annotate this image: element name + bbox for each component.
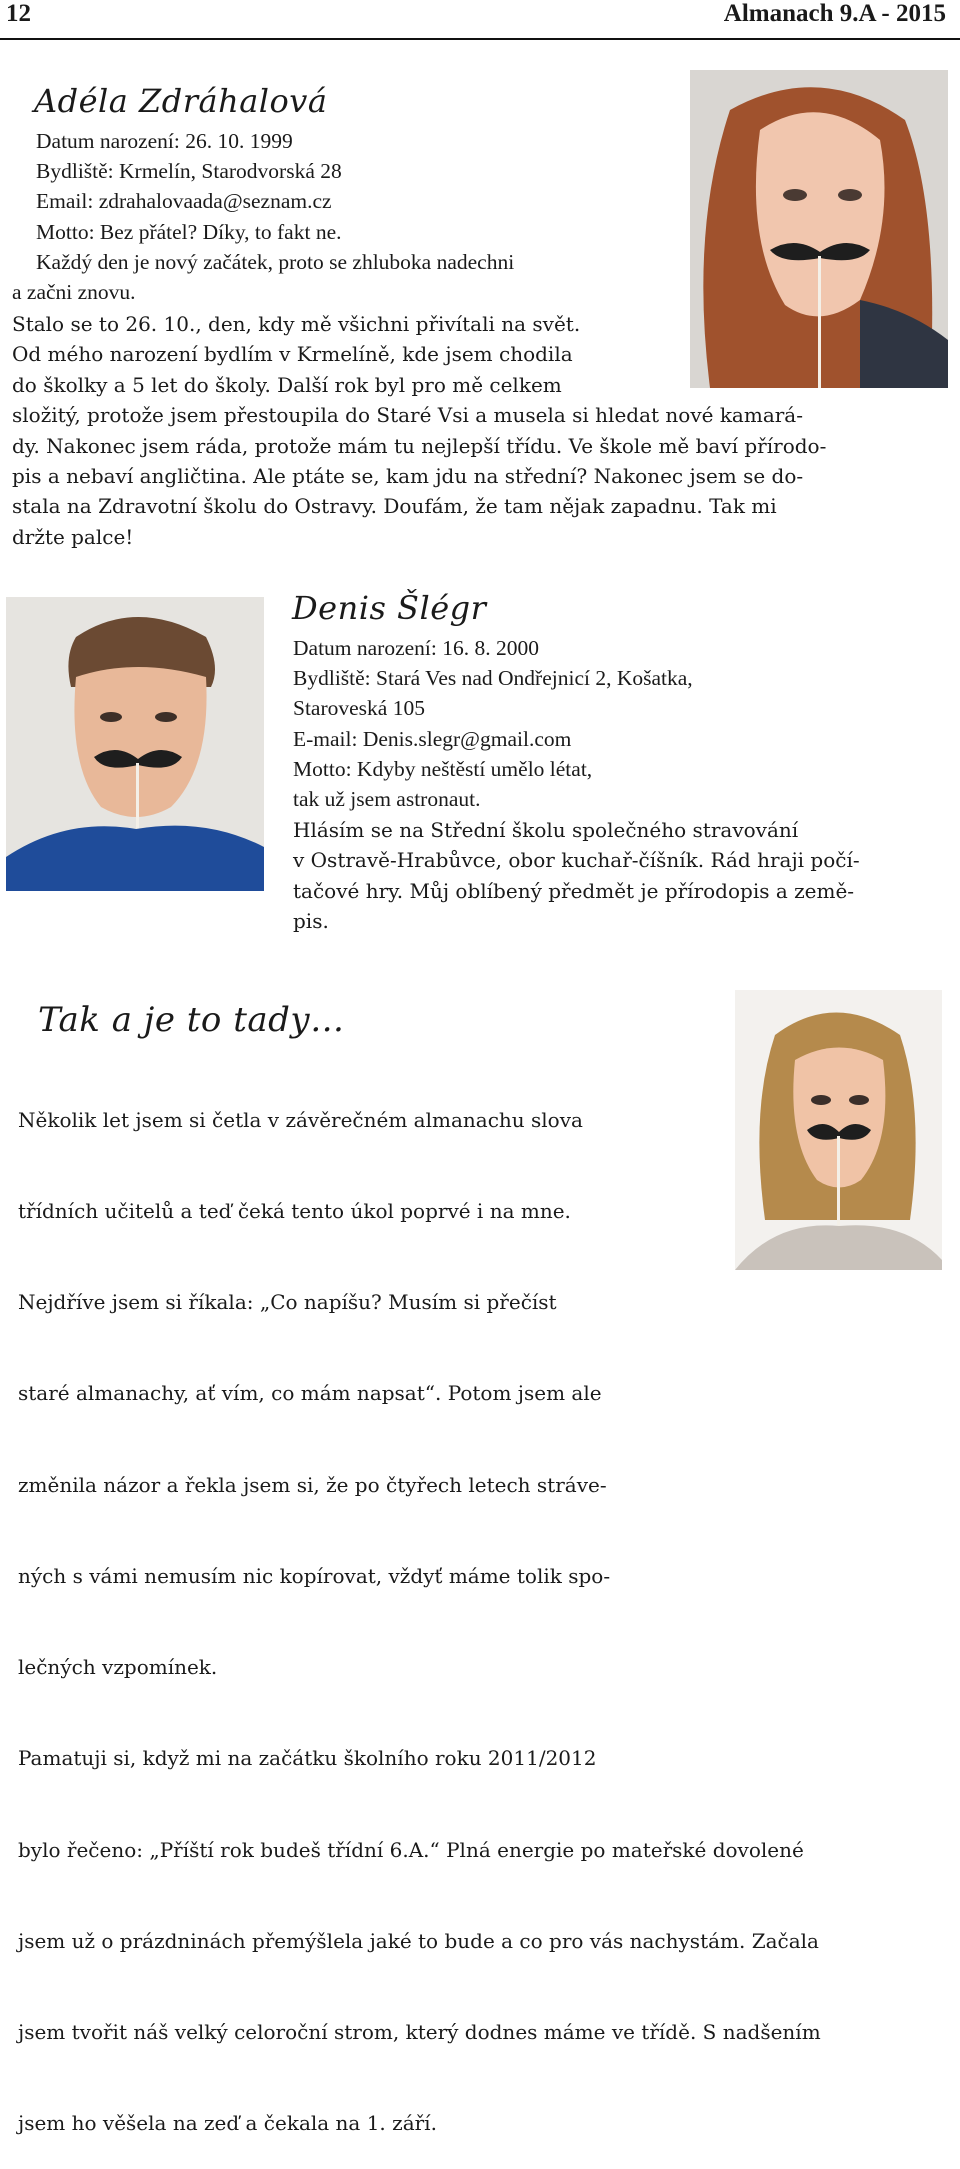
bio-line: držte palce! bbox=[12, 524, 134, 549]
bio-line: Stalo se to 26. 10., den, kdy mě všichni přivítali na svět. bbox=[12, 312, 581, 336]
residence: Bydliště: Krmelín, Starodvorská 28 bbox=[36, 159, 342, 184]
bio-line: pis. bbox=[293, 909, 329, 934]
student-name-adela: Adéla Zdráhalová bbox=[34, 82, 328, 120]
denis-bio bbox=[293, 815, 943, 937]
text-line: jsem ho věšela na zeď a čekala na 1. září. bbox=[18, 2111, 437, 2136]
text-line: staré almanachy, ať vím, co mám napsat“. Potom jsem ale bbox=[18, 1381, 602, 1406]
residence: Bydliště: Stará Ves nad Ondřejnicí 2, Košatka, bbox=[293, 666, 693, 691]
motto: Motto: Bez přátel? Díky, to fakt ne. bbox=[36, 219, 342, 244]
denis-details bbox=[293, 633, 693, 814]
text-line: jsem už o prázdninách přemýšlela jaké to bude a co pro vás nachystám. Začala bbox=[18, 1928, 819, 1953]
text-line: lečných vzpomínek. bbox=[18, 1655, 218, 1680]
teacher-heading: Tak a je to tady… bbox=[38, 1000, 345, 1040]
bio-line: v Ostravě-Hrabůvce, obor kuchař-číšník. Rád hraji počí- bbox=[293, 848, 860, 873]
bio-line: složitý, protože jsem přestoupila do Staré Vsi a musela si hledat nové kamará- bbox=[12, 403, 803, 428]
bio-line: dy. Nakonec jsem ráda, protože mám tu nejlepší třídu. Ve škole mě baví přírodo- bbox=[12, 433, 827, 458]
teacher-photo bbox=[735, 990, 942, 1270]
text-line: změnila názor a řekla jsem si, že po čtyřech letech stráve- bbox=[18, 1472, 607, 1497]
denis-photo bbox=[6, 597, 264, 891]
bio-line: do školky a 5 let do školy. Další rok byl pro mě celkem bbox=[12, 372, 562, 397]
bio-line: stala na Zdravotní školu do Ostravy. Doufám, že tam nějak zapadnu. Tak mi bbox=[12, 494, 777, 519]
bio-line: pis a nebaví angličtina. Ale ptáte se, kam jdu na střední? Nakonec jsem se do- bbox=[12, 464, 804, 489]
page-header bbox=[0, 0, 960, 40]
student-name-denis: Denis Šlégr bbox=[292, 589, 487, 627]
text-line: Nejdříve jsem si říkala: „Co napíšu? Musím si přečíst bbox=[18, 1290, 557, 1315]
adela-motto-end: a začni znovu. bbox=[12, 280, 136, 304]
motto-line: tak už jsem astronaut. bbox=[293, 787, 481, 812]
page-number: 12 bbox=[6, 0, 31, 27]
residence-line: Staroveská 105 bbox=[293, 696, 425, 721]
text-line: ných s vámi nemusím nic kopírovat, vždyť máme tolik spo- bbox=[18, 1563, 611, 1588]
adela-details bbox=[36, 126, 514, 277]
bio-line: Hlásím se na Střední školu společného stravování bbox=[293, 818, 799, 842]
motto: Motto: Kdyby neštěstí umělo létat, bbox=[293, 756, 593, 781]
text-line: jsem tvořit náš velký celoroční strom, který dodnes máme ve třídě. S nadšením bbox=[18, 2020, 821, 2044]
birth-date: Datum narození: 16. 8. 2000 bbox=[293, 636, 540, 660]
email: Email: zdrahalovaada@seznam.cz bbox=[36, 189, 332, 214]
text-line: Pamatuji si, když mi na začátku školního roku 2011/2012 bbox=[18, 1746, 597, 1771]
text-line: bylo řečeno: „Příští rok budeš třídní 6.A.“ Plná energie po mateřské dovolené bbox=[18, 1837, 804, 1862]
almanac-title: Almanach 9.A - 2015 bbox=[723, 0, 946, 27]
text-line: třídních učitelů a teď čeká tento úkol poprvé i na mne. bbox=[18, 1199, 571, 1224]
adela-photo bbox=[690, 70, 948, 388]
motto-line: Každý den je nový začátek, proto se zhluboka nadechni bbox=[36, 249, 515, 274]
email: E-mail: Denis.slegr@gmail.com bbox=[293, 726, 572, 751]
bio-line: Od mého narození bydlím v Krmelíně, kde jsem chodila bbox=[12, 342, 573, 367]
text-line: Několik let jsem si četla v závěrečném almanachu slova bbox=[18, 1107, 583, 1132]
bio-line: tačové hry. Můj oblíbený předmět je přírodopis a země- bbox=[293, 878, 855, 903]
birth-date: Datum narození: 26. 10. 1999 bbox=[36, 129, 293, 153]
